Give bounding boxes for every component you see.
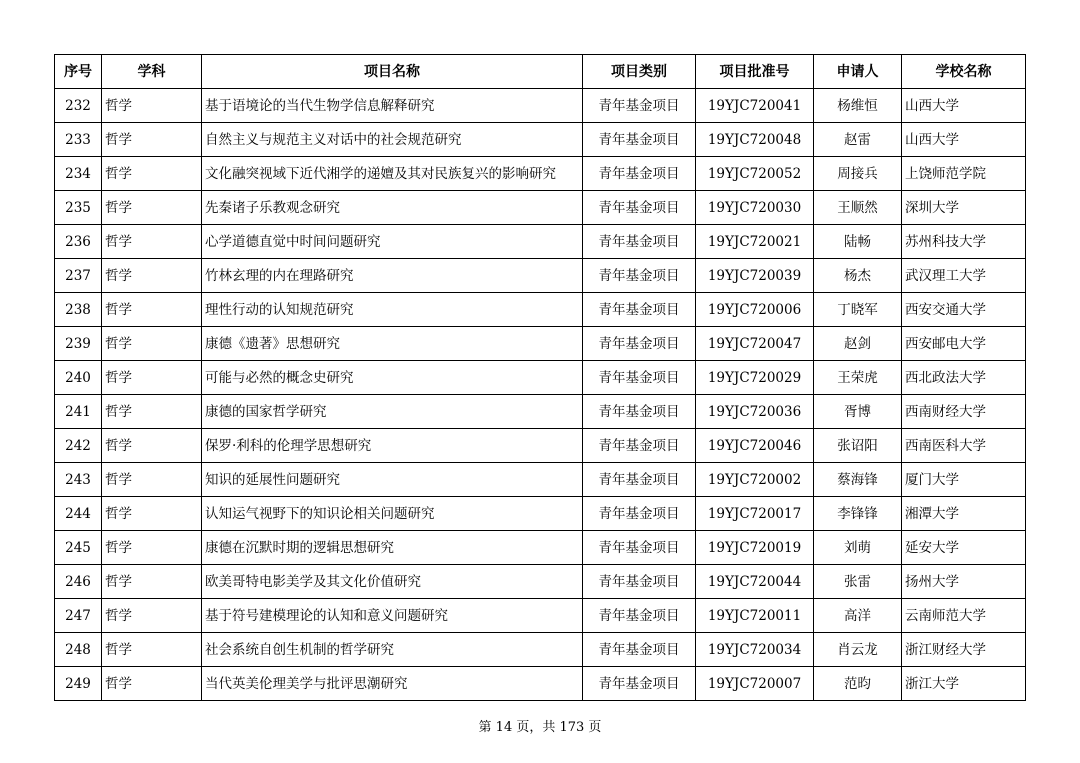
cell-project-name: 康德的国家哲学研究 [202, 395, 583, 429]
header-row [55, 55, 1026, 89]
cell-approval-number: 19YJC720034 [696, 633, 814, 667]
cell-applicant: 杨杰 [814, 259, 902, 293]
cell-approval-number: 19YJC720039 [696, 259, 814, 293]
cell-applicant: 高洋 [814, 599, 902, 633]
cell-applicant: 杨维恒 [814, 89, 902, 123]
cell-discipline: 哲学 [102, 565, 202, 599]
cell-discipline: 哲学 [102, 429, 202, 463]
cell-school-name: 厦门大学 [902, 463, 1026, 497]
cell-school-name: 西南医科大学 [902, 429, 1026, 463]
table-row [55, 123, 1026, 157]
table-row [55, 565, 1026, 599]
cell-discipline: 哲学 [102, 667, 202, 701]
table-row [55, 89, 1026, 123]
cell-project-category: 青年基金项目 [583, 667, 696, 701]
cell-applicant: 蔡海锋 [814, 463, 902, 497]
cell-project-name: 可能与必然的概念史研究 [202, 361, 583, 395]
cell-approval-number: 19YJC720006 [696, 293, 814, 327]
cell-school-name: 扬州大学 [902, 565, 1026, 599]
cell-applicant: 胥博 [814, 395, 902, 429]
cell-project-category: 青年基金项目 [583, 361, 696, 395]
project-table [54, 54, 1026, 701]
cell-applicant: 赵雷 [814, 123, 902, 157]
table-row [55, 327, 1026, 361]
cell-row-index: 233 [55, 123, 102, 157]
cell-approval-number: 19YJC720029 [696, 361, 814, 395]
cell-row-index: 239 [55, 327, 102, 361]
cell-discipline: 哲学 [102, 531, 202, 565]
header-applicant: 申请人 [814, 55, 902, 89]
cell-project-name: 自然主义与规范主义对话中的社会规范研究 [202, 123, 583, 157]
cell-school-name: 深圳大学 [902, 191, 1026, 225]
cell-row-index: 232 [55, 89, 102, 123]
cell-school-name: 云南师范大学 [902, 599, 1026, 633]
header-discipline: 学科 [102, 55, 202, 89]
cell-project-name: 心学道德直觉中时间问题研究 [202, 225, 583, 259]
cell-school-name: 延安大学 [902, 531, 1026, 565]
cell-school-name: 西南财经大学 [902, 395, 1026, 429]
cell-project-category: 青年基金项目 [583, 633, 696, 667]
table-row [55, 531, 1026, 565]
cell-school-name: 西安邮电大学 [902, 327, 1026, 361]
cell-project-name: 认知运气视野下的知识论相关问题研究 [202, 497, 583, 531]
cell-row-index: 234 [55, 157, 102, 191]
page-footer: 第 14 页，共 173 页 [478, 720, 602, 735]
cell-project-category: 青年基金项目 [583, 157, 696, 191]
cell-row-index: 245 [55, 531, 102, 565]
cell-discipline: 哲学 [102, 191, 202, 225]
header-school: 学校名称 [902, 55, 1026, 89]
cell-project-category: 青年基金项目 [583, 293, 696, 327]
cell-approval-number: 19YJC720044 [696, 565, 814, 599]
cell-discipline: 哲学 [102, 89, 202, 123]
cell-applicant: 王荣虎 [814, 361, 902, 395]
cell-applicant: 张诏阳 [814, 429, 902, 463]
cell-project-category: 青年基金项目 [583, 123, 696, 157]
cell-school-name: 湘潭大学 [902, 497, 1026, 531]
cell-discipline: 哲学 [102, 327, 202, 361]
cell-row-index: 241 [55, 395, 102, 429]
cell-applicant: 周接兵 [814, 157, 902, 191]
cell-project-name: 理性行动的认知规范研究 [202, 293, 583, 327]
cell-approval-number: 19YJC720046 [696, 429, 814, 463]
cell-approval-number: 19YJC720007 [696, 667, 814, 701]
cell-row-index: 249 [55, 667, 102, 701]
cell-school-name: 山西大学 [902, 89, 1026, 123]
cell-project-category: 青年基金项目 [583, 463, 696, 497]
cell-project-name: 康德在沉默时期的逻辑思想研究 [202, 531, 583, 565]
cell-project-category: 青年基金项目 [583, 599, 696, 633]
cell-approval-number: 19YJC720019 [696, 531, 814, 565]
cell-row-index: 242 [55, 429, 102, 463]
cell-discipline: 哲学 [102, 293, 202, 327]
table-row [55, 225, 1026, 259]
cell-project-name: 竹林玄理的内在理路研究 [202, 259, 583, 293]
cell-project-name: 当代英美伦理美学与批评思潮研究 [202, 667, 583, 701]
table-row [55, 463, 1026, 497]
cell-approval-number: 19YJC720052 [696, 157, 814, 191]
cell-discipline: 哲学 [102, 463, 202, 497]
cell-discipline: 哲学 [102, 259, 202, 293]
table-row [55, 157, 1026, 191]
table-row [55, 599, 1026, 633]
cell-applicant: 张雷 [814, 565, 902, 599]
cell-project-name: 知识的延展性问题研究 [202, 463, 583, 497]
table-row [55, 259, 1026, 293]
cell-project-category: 青年基金项目 [583, 395, 696, 429]
cell-applicant: 刘萌 [814, 531, 902, 565]
cell-row-index: 238 [55, 293, 102, 327]
table-row [55, 633, 1026, 667]
cell-discipline: 哲学 [102, 633, 202, 667]
cell-project-category: 青年基金项目 [583, 191, 696, 225]
cell-project-category: 青年基金项目 [583, 225, 696, 259]
cell-school-name: 山西大学 [902, 123, 1026, 157]
table-row [55, 395, 1026, 429]
cell-project-category: 青年基金项目 [583, 259, 696, 293]
cell-discipline: 哲学 [102, 123, 202, 157]
cell-project-name: 欧美哥特电影美学及其文化价值研究 [202, 565, 583, 599]
cell-approval-number: 19YJC720002 [696, 463, 814, 497]
cell-project-name: 康德《遗著》思想研究 [202, 327, 583, 361]
cell-project-name: 社会系统自创生机制的哲学研究 [202, 633, 583, 667]
table-row [55, 429, 1026, 463]
cell-row-index: 240 [55, 361, 102, 395]
header-project-name: 项目名称 [202, 55, 583, 89]
cell-approval-number: 19YJC720030 [696, 191, 814, 225]
cell-school-name: 浙江大学 [902, 667, 1026, 701]
table-row [55, 361, 1026, 395]
cell-project-name: 基于语境论的当代生物学信息解释研究 [202, 89, 583, 123]
cell-school-name: 西安交通大学 [902, 293, 1026, 327]
cell-project-category: 青年基金项目 [583, 531, 696, 565]
cell-project-category: 青年基金项目 [583, 565, 696, 599]
cell-discipline: 哲学 [102, 497, 202, 531]
cell-project-name: 基于符号建模理论的认知和意义问题研究 [202, 599, 583, 633]
cell-row-index: 244 [55, 497, 102, 531]
cell-row-index: 235 [55, 191, 102, 225]
cell-applicant: 范昀 [814, 667, 902, 701]
cell-project-category: 青年基金项目 [583, 429, 696, 463]
cell-approval-number: 19YJC720021 [696, 225, 814, 259]
cell-approval-number: 19YJC720047 [696, 327, 814, 361]
table-row [55, 293, 1026, 327]
cell-row-index: 236 [55, 225, 102, 259]
cell-applicant: 丁晓军 [814, 293, 902, 327]
cell-discipline: 哲学 [102, 599, 202, 633]
cell-row-index: 237 [55, 259, 102, 293]
cell-project-category: 青年基金项目 [583, 497, 696, 531]
cell-row-index: 247 [55, 599, 102, 633]
table-body [55, 89, 1026, 701]
cell-applicant: 陆畅 [814, 225, 902, 259]
cell-school-name: 上饶师范学院 [902, 157, 1026, 191]
cell-row-index: 243 [55, 463, 102, 497]
cell-approval-number: 19YJC720017 [696, 497, 814, 531]
cell-approval-number: 19YJC720041 [696, 89, 814, 123]
cell-row-index: 246 [55, 565, 102, 599]
cell-applicant: 肖云龙 [814, 633, 902, 667]
cell-project-category: 青年基金项目 [583, 89, 696, 123]
cell-project-name: 文化融突视域下近代湘学的递嬗及其对民族复兴的影响研究 [202, 157, 583, 191]
cell-school-name: 武汉理工大学 [902, 259, 1026, 293]
cell-applicant: 王顺然 [814, 191, 902, 225]
cell-school-name: 苏州科技大学 [902, 225, 1026, 259]
cell-approval-number: 19YJC720036 [696, 395, 814, 429]
header-index: 序号 [55, 55, 102, 89]
cell-project-name: 保罗·利科的伦理学思想研究 [202, 429, 583, 463]
cell-discipline: 哲学 [102, 225, 202, 259]
cell-discipline: 哲学 [102, 395, 202, 429]
cell-school-name: 浙江财经大学 [902, 633, 1026, 667]
table-row [55, 497, 1026, 531]
cell-project-category: 青年基金项目 [583, 327, 696, 361]
cell-project-name: 先秦诸子乐教观念研究 [202, 191, 583, 225]
cell-row-index: 248 [55, 633, 102, 667]
cell-school-name: 西北政法大学 [902, 361, 1026, 395]
header-approval-number: 项目批准号 [696, 55, 814, 89]
header-project-category: 项目类别 [583, 55, 696, 89]
cell-approval-number: 19YJC720048 [696, 123, 814, 157]
table-row [55, 191, 1026, 225]
cell-discipline: 哲学 [102, 361, 202, 395]
table-row [55, 667, 1026, 701]
cell-discipline: 哲学 [102, 157, 202, 191]
cell-applicant: 李锋锋 [814, 497, 902, 531]
cell-approval-number: 19YJC720011 [696, 599, 814, 633]
cell-applicant: 赵剑 [814, 327, 902, 361]
